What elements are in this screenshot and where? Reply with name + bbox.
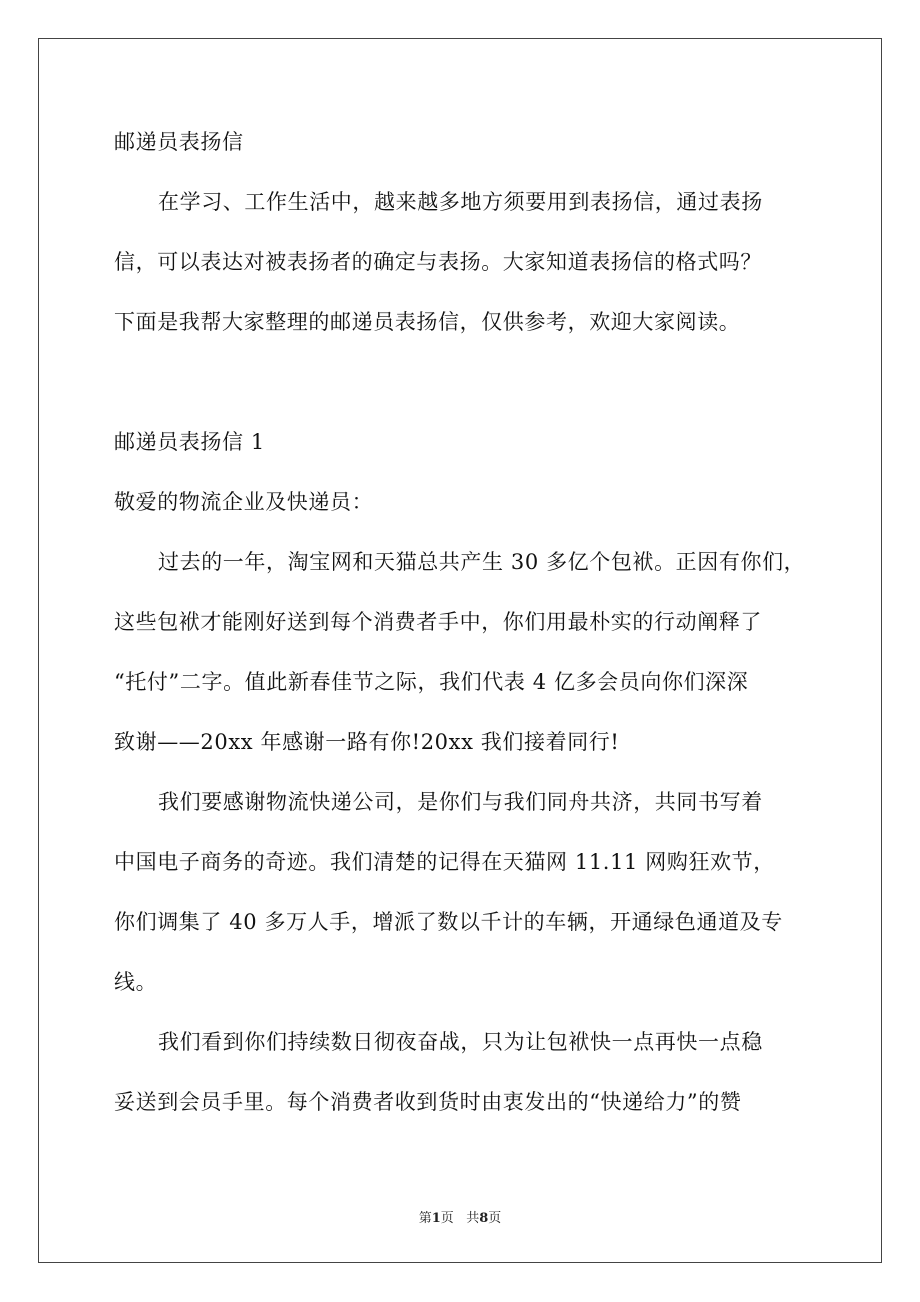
document-title: 邮递员表扬信 <box>114 130 244 154</box>
paragraph-line: 你们调集了 40 多万人手，增派了数以千计的车辆，开通绿色通道及专 <box>114 910 783 934</box>
document-body <box>114 122 806 1142</box>
paragraph-line: 这些包袱才能刚好送到每个消费者手中，你们用最朴实的行动阐释了 <box>114 610 762 634</box>
paragraph-line: 线。 <box>114 970 158 994</box>
footer-prefix: 第 <box>418 1211 432 1226</box>
paragraph-line: “托付”二字。值此新春佳节之际，我们代表 4 亿多会员向你们深深 <box>114 670 749 694</box>
footer-total-pages: 8 <box>479 1211 489 1226</box>
paragraph-line: 我们要感谢物流快递公司，是你们与我们同舟共济，共同书写着 <box>158 790 763 814</box>
paragraph-line: 过去的一年，淘宝网和天猫总共产生 30 多亿个包袱。正因有你们， <box>158 550 806 574</box>
intro-line: 在学习、工作生活中，越来越多地方须要用到表扬信，通过表扬 <box>158 190 763 214</box>
paragraph-line: 中国电子商务的奇迹。我们清楚的记得在天猫网 11.11 网购狂欢节， <box>114 850 775 874</box>
section-gap <box>114 362 806 422</box>
footer-page-number: 1 <box>431 1211 441 1226</box>
section-title: 邮递员表扬信 1 <box>114 430 265 454</box>
footer-mid: 页 共 <box>440 1211 480 1226</box>
paragraph-line: 我们看到你们持续数日彻夜奋战，只为让包袱快一点再快一点稳 <box>158 1030 763 1054</box>
paragraph-line: 妥送到会员手里。每个消费者收到货时由衷发出的“快递给力”的赞 <box>114 1090 742 1114</box>
intro-line: 信，可以表达对被表扬者的确定与表扬。大家知道表扬信的格式吗？ <box>114 250 762 274</box>
page-footer <box>0 1207 920 1226</box>
paragraph-line: 致谢——20xx 年感谢一路有你!20xx 我们接着同行! <box>114 730 620 754</box>
footer-suffix: 页 <box>488 1211 502 1226</box>
intro-line: 下面是我帮大家整理的邮递员表扬信，仅供参考，欢迎大家阅读。 <box>114 310 741 334</box>
salutation: 敬爱的物流企业及快递员： <box>114 490 374 514</box>
